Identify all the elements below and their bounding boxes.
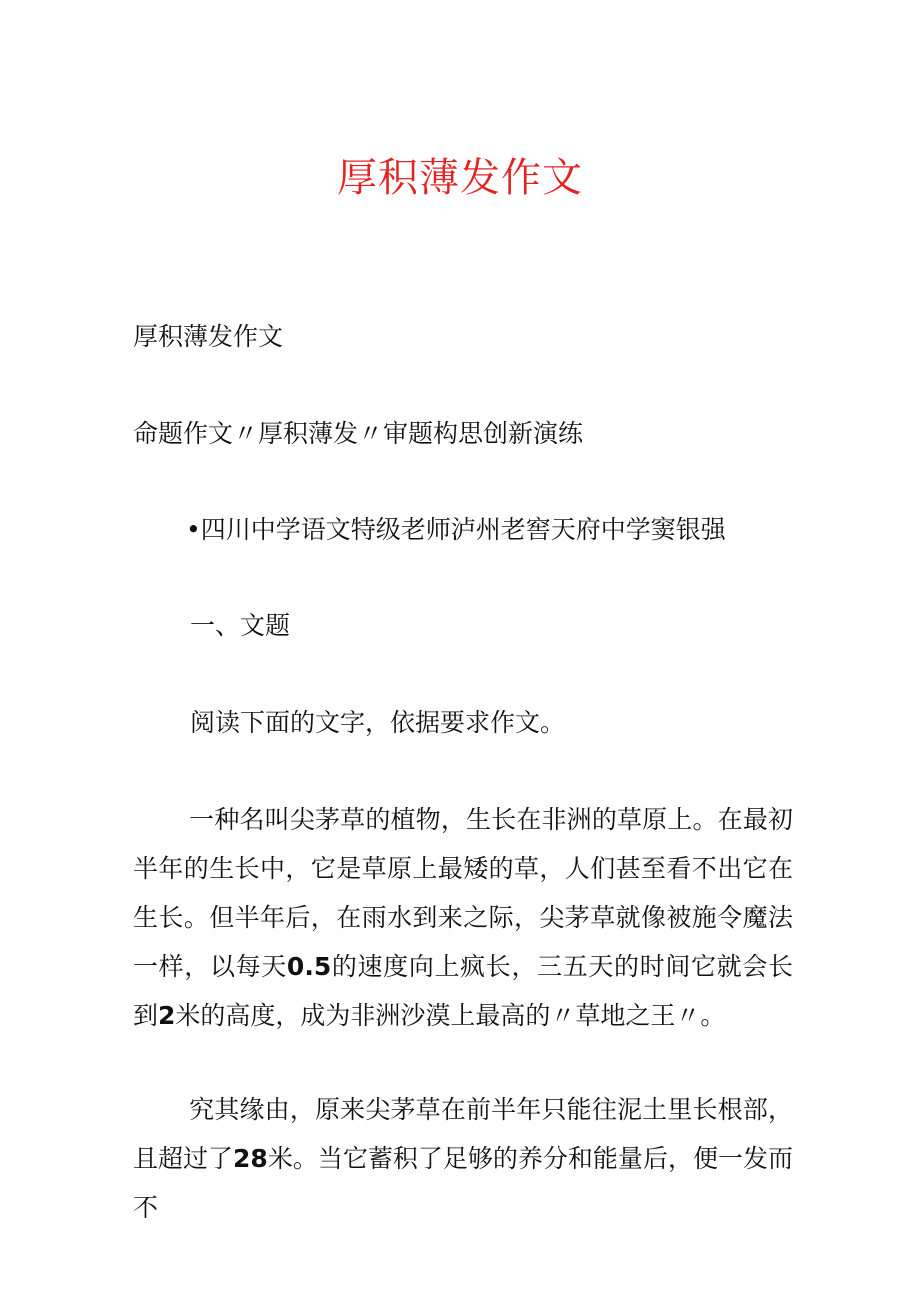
- section-heading: 一、文题: [190, 611, 291, 640]
- document-heading: 命题作文〃厚积薄发〃审题构思创新演练: [133, 419, 584, 448]
- paragraph-2-number-a: 28: [233, 1144, 268, 1173]
- paragraph-1-number-a: 0.5: [286, 952, 332, 981]
- paragraph-2: [133, 1085, 793, 1232]
- document-subtitle: 厚积薄发作文: [133, 322, 284, 351]
- document-title: 厚积薄发作文: [337, 155, 583, 201]
- paragraph-2-text-a: 究其缘由，原来尖茅草在前半年只能往泥土里长根部，且超过了: [133, 1095, 793, 1173]
- instruction-text: 阅读下面的文字，依据要求作文。: [190, 708, 566, 737]
- paragraph-1: [133, 795, 793, 1040]
- paragraph-1-number-b: 2: [158, 1001, 176, 1030]
- paragraph-1-text-a: 一种名叫尖茅草的植物，生长在非洲的草原上。在最初半年的生长中，它是草原上最矮的草，人们甚至看不出它在生长。但半年后，在雨水到来之际，尖茅草就像被施令魔法一样，以每天: [133, 805, 793, 981]
- paragraph-1-text-b: 的速度向上疯长，三五天的时间它就会长到: [133, 952, 793, 1030]
- paragraph-1-text-c: 米的高度，成为非洲沙漠上最高的〃草地之王〃。: [175, 1001, 726, 1030]
- author-line: •四川中学语文特级老师泸州老窖天府中学窦银强: [186, 515, 726, 544]
- paragraph-2-text-b: 米。当它蓄积了足够的养分和能量后，便一发而不: [133, 1144, 793, 1222]
